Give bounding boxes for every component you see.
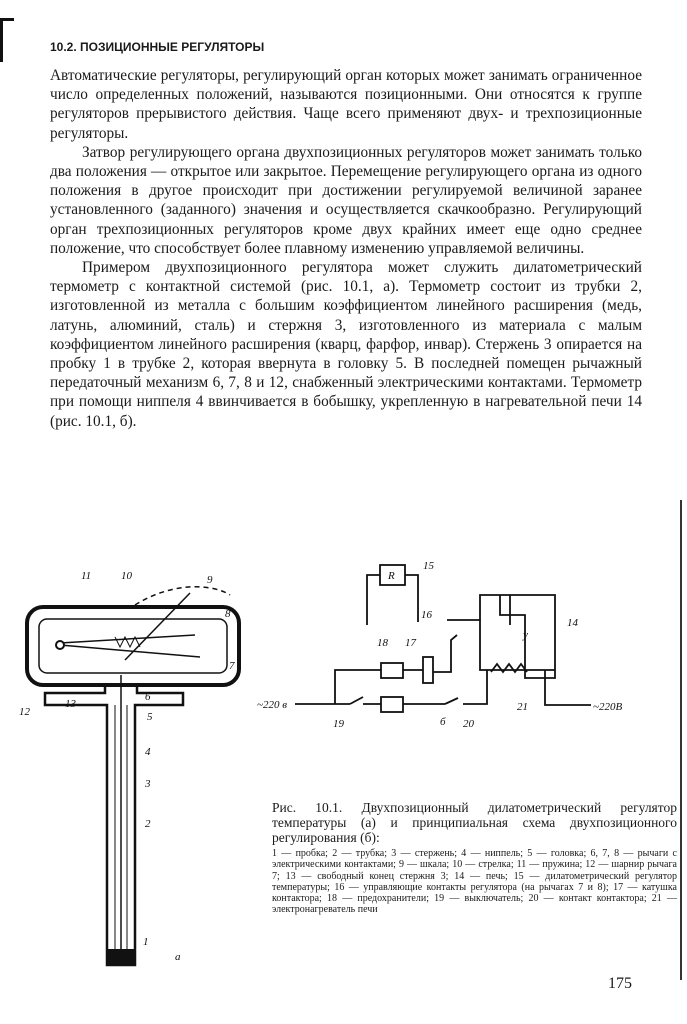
label: у xyxy=(523,629,528,641)
label: 21 xyxy=(517,701,528,713)
label: 8 xyxy=(225,608,231,620)
label: 15 xyxy=(423,560,434,572)
label: 16 xyxy=(421,609,432,621)
label: 14 xyxy=(567,617,578,629)
label: 13 xyxy=(65,698,76,710)
caption-title: Рис. 10.1. Двухпозиционный дилатометрический регулятор температуры (а) и принципиальная схема двухпозиционного регулирования (б): xyxy=(272,800,677,845)
label: 20 xyxy=(463,718,474,730)
figure-letter: а xyxy=(175,951,181,963)
label: 10 xyxy=(121,570,132,582)
figure-caption xyxy=(272,800,677,916)
label: 9 xyxy=(207,574,213,586)
paragraph: Примером двухпозиционного регулятора может служить дилатометрический термометр с контактной системой (рис. 10.1, а). Термометр состоит из трубки 2, изготовленной из металла с большим коэффициентом линейного расширения (медь, латунь, алюминий, сталь) и стержня 3, изготовленного из материала с малым коэффициентом линейного расширения (кварц, фарфор, инвар). Стержень 3 опирается на пробку 1 в трубке 2, которая ввернута в головку 5. В последней помещен рычажный передаточный механизм 6, 7, 8 и 12, снабженный электрическими контактами. Термометр при помощи ниппеля 4 ввинчивается в бобышку, укрепленную в нагревательной печи 14 (рис. 10.1, б). xyxy=(50,259,642,430)
label: 5 xyxy=(147,711,153,723)
caption-legend: 1 — пробка; 2 — трубка; 3 — стержень; 4 — ниппель; 5 — головка; 6, 7, 8 — рычаги с электрическими контактами; 9 — шкала; 10 — стрелка; 11 — пружина; 12 — шарнир рычага 7; 13 — свободный конец стержня 3; 14 — печь; 15 — дилатометрический регулятор температуры; 16 — управляющие контакты регулятора (на рычагах 7 и 8); 17 — катушка контактора; 18 — предохранители; 19 — выключатель; 20 — контакт контактора; 21 — электронагреватель печи xyxy=(272,848,677,916)
label: 3 xyxy=(145,778,151,790)
label: 12 xyxy=(19,706,30,718)
label: 1 xyxy=(143,936,149,948)
page-number: 175 xyxy=(608,975,632,992)
figure-b-circuit xyxy=(255,560,665,730)
label: 6 xyxy=(145,691,151,703)
label: 2 xyxy=(145,818,151,830)
label: 19 xyxy=(333,718,344,730)
scan-edge-mark xyxy=(0,18,14,21)
scan-edge-mark xyxy=(680,500,682,980)
label: 4 xyxy=(145,746,151,758)
label: ~220 в xyxy=(257,699,287,711)
label: ~220В xyxy=(593,701,623,713)
paragraph: Затвор регулирующего органа двухпозиционных регуляторов может занимать только два положения — открытое или закрытое. Перемещение регулирующего органа из одного положения в другое происходит при достижении регулируемой величиной заранее установленного (заданного) значения и осуществляется скачкообразно. Регулирующий орган трехпозиционных регуляторов кроме двух крайних имеет еще одно среднее положение, что способствует более плавному изменению управляемой величины. xyxy=(50,143,642,257)
label: 11 xyxy=(81,570,92,582)
body-text xyxy=(50,66,642,431)
label: 17 xyxy=(405,637,416,649)
paragraph: Автоматические регуляторы, регулирующий орган которых может занимать ограниченное число определенных положений, называются позиционными. Они относятся к группе регуляторов прерывистого действия. Чаще всего применяют двух- и трехпозиционные регуляторы. xyxy=(50,67,642,142)
label: 7 xyxy=(229,660,235,672)
section-heading: 10.2. ПОЗИЦИОННЫЕ РЕГУЛЯТОРЫ xyxy=(50,40,265,54)
label: б xyxy=(440,716,446,728)
figure-a-thermometer xyxy=(15,565,255,975)
scan-edge-mark xyxy=(0,20,3,62)
label: 18 xyxy=(377,637,388,649)
label: R xyxy=(388,570,395,582)
